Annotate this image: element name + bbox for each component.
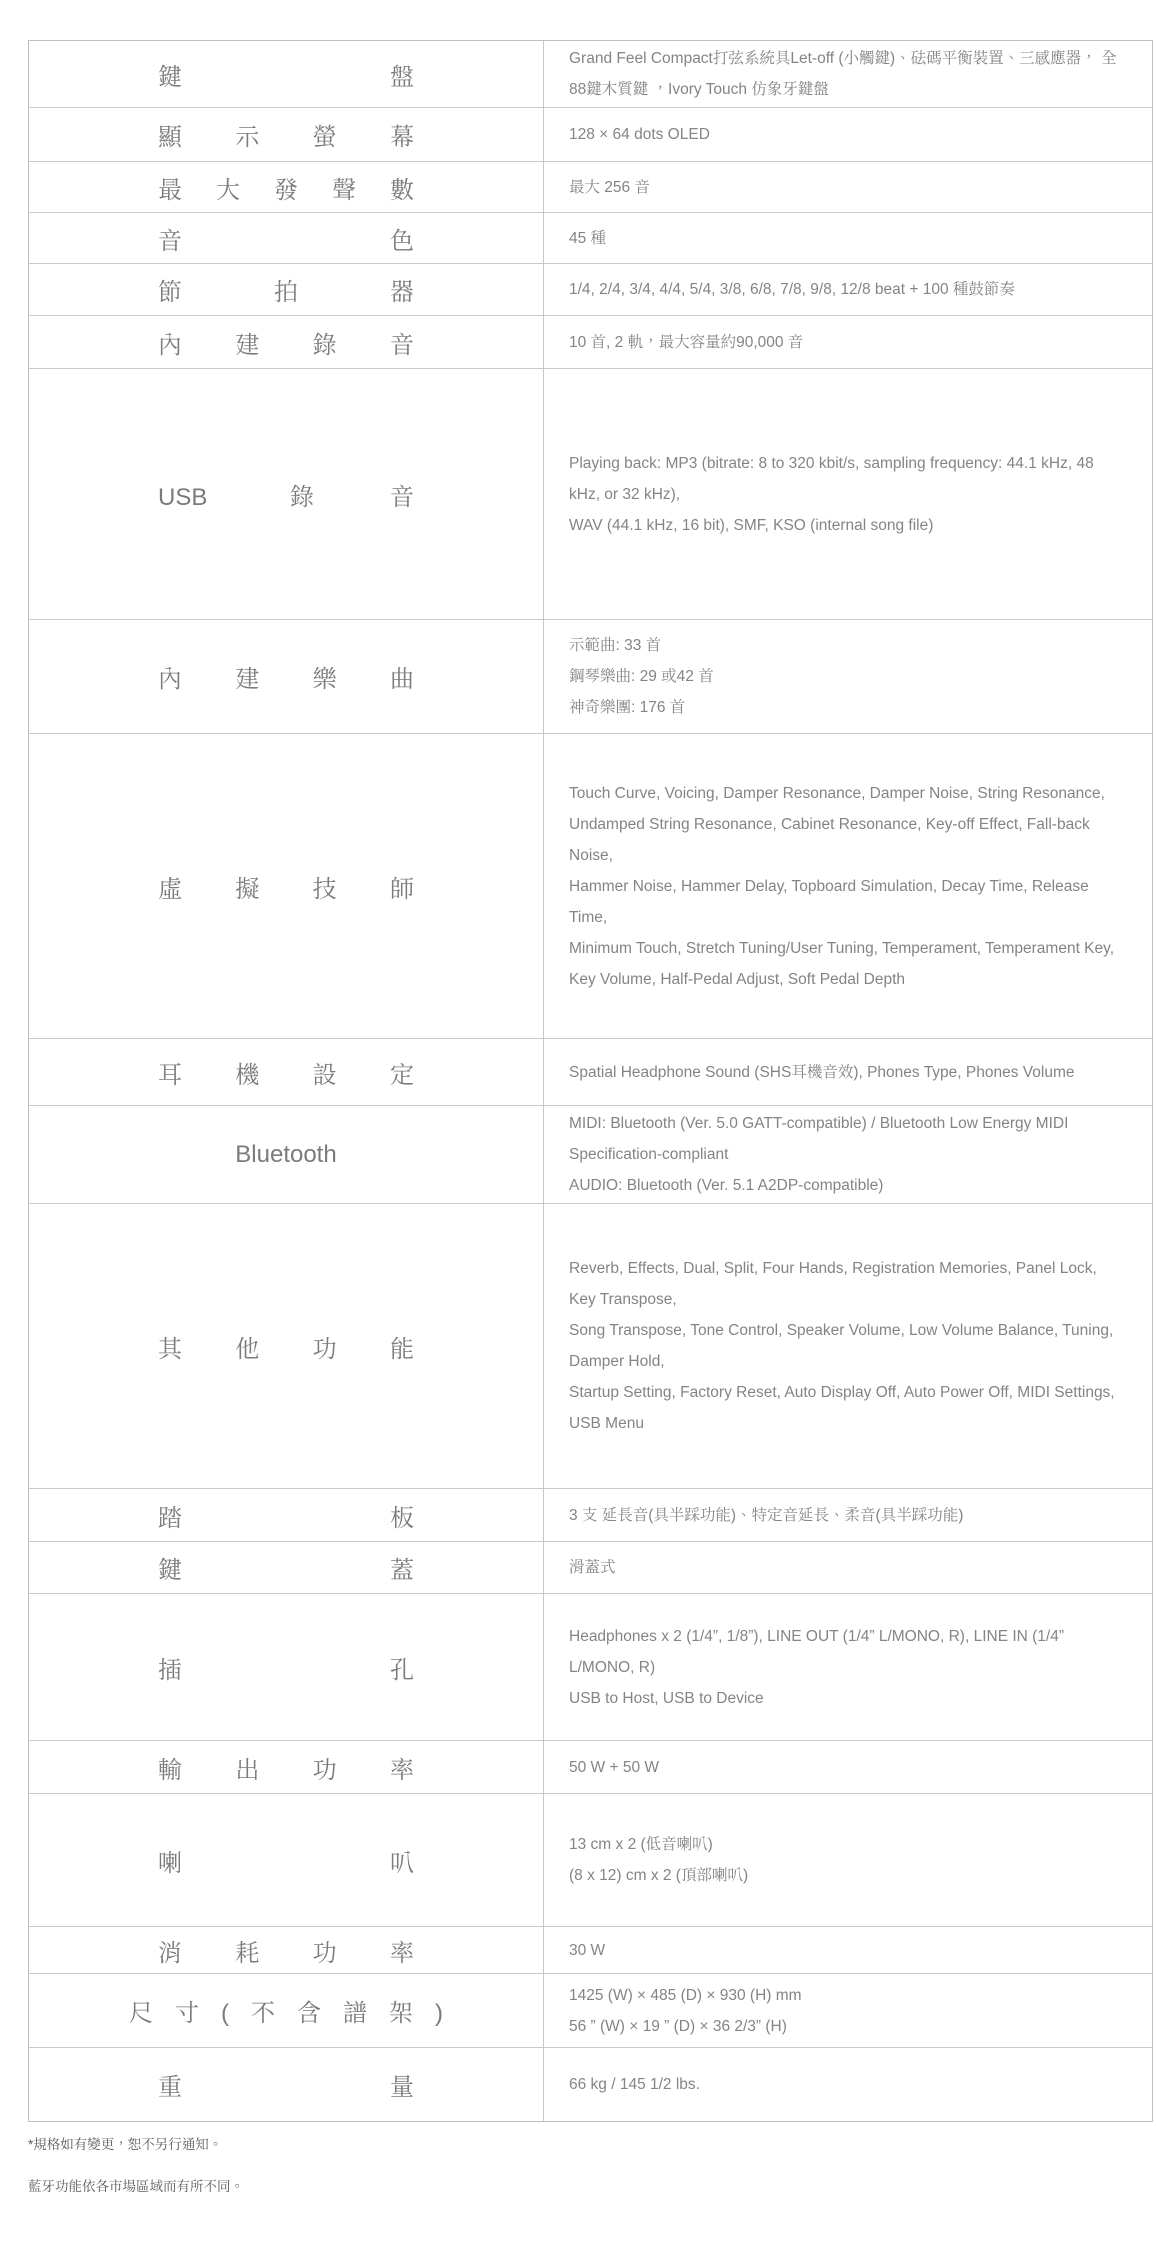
spec-value-cell xyxy=(544,1204,1152,1488)
spec-value-line: 66 kg / 145 1/2 lbs. xyxy=(569,2076,700,2093)
spec-row-pedals xyxy=(29,1489,1152,1542)
spec-row-bluetooth xyxy=(29,1106,1152,1204)
footnotes xyxy=(28,2136,1156,2196)
spec-label: 節拍器 xyxy=(158,279,414,306)
spec-value-line: 1425 (W) × 485 (D) × 930 (H) mm xyxy=(569,1986,802,2004)
spec-label-cell xyxy=(29,1542,544,1593)
spec-label: 耳機設定 xyxy=(158,1061,414,1089)
spec-value-line: Undamped String Resonance, Cabinet Resonance, Key-off Effect, Fall-back Noise, xyxy=(569,815,1090,864)
spec-value-line: 50 W + 50 W xyxy=(569,1758,660,1776)
spec-value-cell xyxy=(544,316,1152,368)
spec-value-cell xyxy=(544,213,1152,263)
spec-value-line: 13 cm x 2 (低音喇叭) xyxy=(569,1836,713,1853)
spec-label: 虛擬技師 xyxy=(158,875,414,903)
spec-value-line: 30 W xyxy=(569,1941,606,1959)
spec-label-cell xyxy=(29,162,544,212)
spec-row-weight xyxy=(29,2048,1152,2121)
spec-label-cell xyxy=(29,264,544,315)
spec-label: 踏板 xyxy=(158,1504,414,1532)
spec-value-line: 神奇樂團: 176 首 xyxy=(569,699,686,716)
spec-label-cell xyxy=(29,1974,544,2047)
spec-value-line: Hammer Noise, Hammer Delay, Topboard Simulation, Decay Time, Release Time, xyxy=(569,877,1089,926)
spec-value-cell xyxy=(544,41,1152,107)
spec-value-cell xyxy=(544,264,1152,315)
spec-value-cell xyxy=(544,162,1152,212)
spec-label: 其他功能 xyxy=(158,1335,414,1363)
spec-value-cell xyxy=(544,1106,1152,1203)
spec-label-cell xyxy=(29,1039,544,1105)
spec-value-line: Startup Setting, Factory Reset, Auto Display Off, Auto Power Off, MIDI Settings, USB Menu xyxy=(569,1384,1115,1432)
spec-row-output-power xyxy=(29,1741,1152,1794)
spec-value-cell xyxy=(544,620,1152,733)
spec-value-line: Headphones x 2 (1/4”, 1/8”), LINE OUT (1/4” L/MONO, R), LINE IN (1/4” L/MONO, R) xyxy=(569,1627,1065,1676)
spec-label: 喇叭 xyxy=(158,1849,414,1877)
spec-label: 音色 xyxy=(158,227,414,255)
spec-label-cell xyxy=(29,620,544,733)
spec-value-line: Song Transpose, Tone Control, Speaker Volume, Low Volume Balance, Tuning, Damper Hold, xyxy=(569,1322,1114,1370)
spec-value-line: Key Volume, Half-Pedal Adjust, Soft Pedal Depth xyxy=(569,970,906,988)
spec-value-cell xyxy=(544,1594,1152,1740)
spec-value-line: 滑蓋式 xyxy=(569,1559,616,1576)
spec-value-cell xyxy=(544,2048,1152,2121)
spec-label-cell xyxy=(29,316,544,368)
spec-value-line: (8 x 12) cm x 2 (頂部喇叭) xyxy=(569,1867,749,1884)
spec-value-line: 示範曲: 33 首 xyxy=(569,637,662,654)
spec-label: 顯示螢幕 xyxy=(158,124,414,151)
spec-row-phones-settings xyxy=(29,1039,1152,1106)
spec-value-line: 1/4, 2/4, 3/4, 4/4, 5/4, 3/8, 6/8, 7/8, 9/8, 12/8 beat + 100 種鼓節奏 xyxy=(569,281,1015,298)
spec-value-cell xyxy=(544,1741,1152,1793)
spec-row-other-functions xyxy=(29,1204,1152,1489)
spec-label-cell xyxy=(29,2048,544,2121)
spec-value-line: Spatial Headphone Sound (SHS耳機音效), Phones Type, Phones Volume xyxy=(569,1063,1075,1081)
spec-row-internal-recorder xyxy=(29,316,1152,369)
spec-label: 尺寸(不含譜架) xyxy=(129,2000,443,2027)
spec-label: 內建樂曲 xyxy=(158,666,414,693)
spec-row-keyboard xyxy=(29,41,1152,108)
spec-value-cell xyxy=(544,1039,1152,1105)
spec-label-cell xyxy=(29,1489,544,1541)
spec-value-cell xyxy=(544,108,1152,161)
spec-value-cell xyxy=(544,1927,1152,1973)
spec-value-cell xyxy=(544,369,1152,619)
spec-row-sounds xyxy=(29,213,1152,264)
spec-value-line: Playing back: MP3 (bitrate: 8 to 320 kbit/s, sampling frequency: 44.1 kHz, 48 kHz, or 32 kHz), xyxy=(569,454,1094,503)
spec-label: USB 錄音 xyxy=(158,483,414,511)
spec-value-line: AUDIO: Bluetooth (Ver. 5.1 A2DP-compatible) xyxy=(569,1177,884,1194)
spec-label: 重量 xyxy=(158,2074,414,2101)
spec-value-line: 鋼琴樂曲: 29 或42 首 xyxy=(569,668,714,685)
spec-label-cell xyxy=(29,41,544,107)
footnote-spec-change: *規格如有變更，恕不另行通知。 xyxy=(28,2137,223,2152)
spec-label: 最大發聲數 xyxy=(158,176,414,204)
spec-value-line: Reverb, Effects, Dual, Split, Four Hands, Registration Memories, Panel Lock, Key Transpose, xyxy=(569,1260,1097,1308)
spec-label-cell xyxy=(29,213,544,263)
spec-value-line: MIDI: Bluetooth (Ver. 5.0 GATT-compatible) / Bluetooth Low Energy MIDI Specification-compliant xyxy=(569,1115,1069,1163)
spec-value-line: Grand Feel Compact打弦系統具Let-off (小觸鍵)、砝碼平衡裝置、三感應器， 全88鍵木質鍵 ，Ivory Touch 仿象牙鍵盤 xyxy=(569,50,1117,98)
spec-row-dimensions xyxy=(29,1974,1152,2048)
spec-label-cell xyxy=(29,1106,544,1203)
spec-label-cell xyxy=(29,1594,544,1740)
spec-row-speakers xyxy=(29,1794,1152,1927)
spec-value-cell xyxy=(544,1542,1152,1593)
spec-row-virtual-technician xyxy=(29,734,1152,1039)
spec-value-line: 45 種 xyxy=(569,229,607,247)
spec-value-line: 10 首, 2 軌，最大容量約90,000 音 xyxy=(569,333,804,351)
spec-value-cell xyxy=(544,734,1152,1038)
spec-value-line: WAV (44.1 kHz, 16 bit), SMF, KSO (internal song file) xyxy=(569,516,934,534)
spec-label: 鍵盤 xyxy=(158,63,414,91)
spec-value-line: 56 ” (W) × 19 ” (D) × 36 2/3” (H) xyxy=(569,2017,787,2035)
spec-value-line: 128 × 64 dots OLED xyxy=(569,126,710,143)
specifications-table xyxy=(28,40,1153,2122)
spec-row-jacks xyxy=(29,1594,1152,1741)
spec-value-line: Touch Curve, Voicing, Damper Resonance, Damper Noise, String Resonance, xyxy=(569,784,1105,802)
spec-label-cell xyxy=(29,369,544,619)
spec-row-power-consumption xyxy=(29,1927,1152,1974)
spec-value-cell xyxy=(544,1974,1152,2047)
spec-label-cell xyxy=(29,1741,544,1793)
spec-label: 消耗功率 xyxy=(158,1939,414,1967)
spec-label: 輸出功率 xyxy=(158,1756,414,1784)
spec-row-key-cover xyxy=(29,1542,1152,1594)
spec-value-line: 最大 256 音 xyxy=(569,178,650,196)
spec-label-cell xyxy=(29,1794,544,1926)
spec-value-line: USB to Host, USB to Device xyxy=(569,1689,764,1707)
spec-label: 內建錄音 xyxy=(158,331,414,359)
spec-value-cell xyxy=(544,1794,1152,1926)
footnote-bluetooth-region: 藍牙功能依各市場區域而有所不同。 xyxy=(28,2179,244,2194)
spec-row-display xyxy=(29,108,1152,162)
spec-label-cell xyxy=(29,1927,544,1973)
spec-row-metronome xyxy=(29,264,1152,316)
spec-label: Bluetooth xyxy=(235,1140,337,1168)
spec-value-line: Minimum Touch, Stretch Tuning/User Tuning, Temperament, Temperament Key, xyxy=(569,939,1115,957)
spec-label-cell xyxy=(29,108,544,161)
spec-value-line: 3 支 延長音(具半踩功能)、特定音延長、柔音(具半踩功能) xyxy=(569,1506,964,1524)
spec-label-cell xyxy=(29,1204,544,1488)
spec-label: 鍵蓋 xyxy=(158,1557,414,1584)
spec-row-internal-songs xyxy=(29,620,1152,734)
spec-row-polyphony xyxy=(29,162,1152,213)
spec-value-cell xyxy=(544,1489,1152,1541)
spec-label: 插孔 xyxy=(158,1656,414,1684)
spec-label-cell xyxy=(29,734,544,1038)
spec-row-usb-recorder xyxy=(29,369,1152,620)
